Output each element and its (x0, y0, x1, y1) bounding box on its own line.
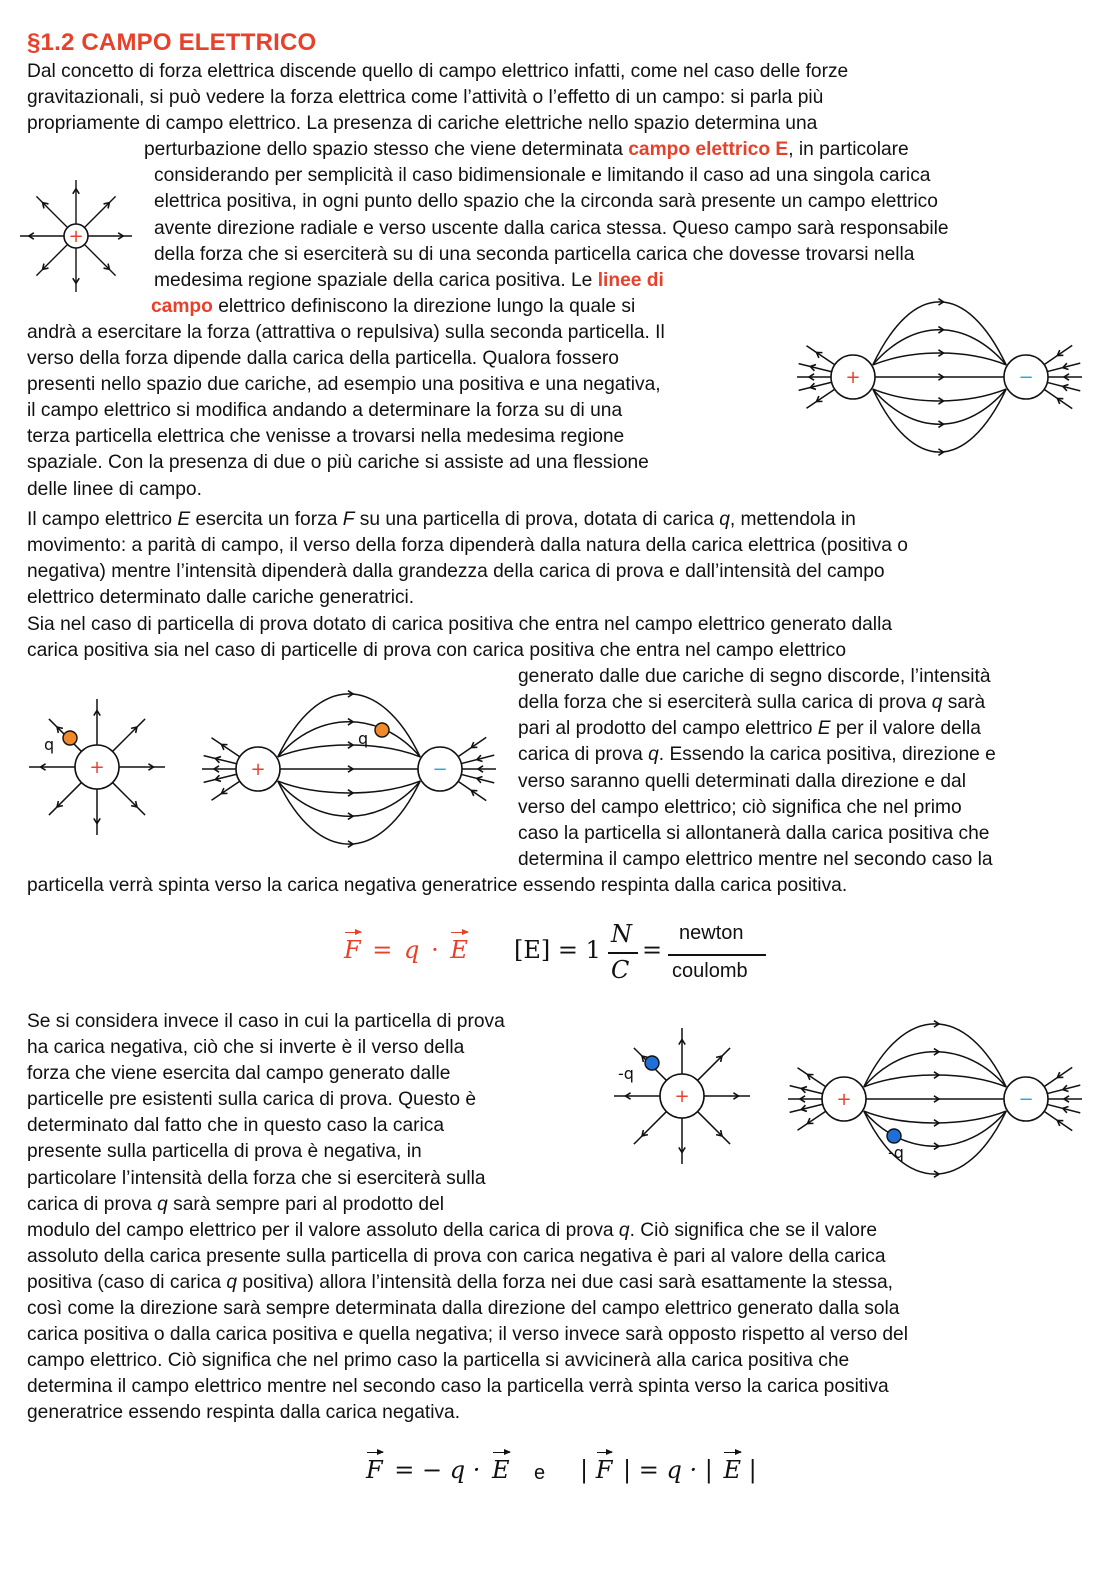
text-span: , in particolare (788, 139, 909, 161)
text-line (27, 507, 1087, 533)
abs-bar: | (580, 1456, 589, 1484)
text-line: terza particella elettrica che venisse a trovarsi nella medesima regione (27, 426, 625, 448)
text-line: della forza che si eserciterà su di una seconda particella carica che dovesse trovarsi nella (154, 243, 915, 265)
equation-unit (514, 936, 601, 964)
field-line (873, 389, 1006, 424)
text-line: presenti nello spazio due cariche, ad esempio una positiva e una negativa, (27, 374, 661, 396)
plus-sign: + (845, 367, 861, 388)
symbol-q: q (648, 744, 659, 766)
plus-sign: + (674, 1086, 690, 1107)
field-line (113, 783, 146, 816)
denominator-coulomb: coulomb (672, 960, 748, 982)
text-span: positiva (caso di carica (27, 1271, 227, 1293)
field-line (798, 1111, 826, 1130)
test-charge-label: -q (618, 1064, 634, 1083)
text-span: Il campo elettrico (27, 509, 178, 530)
vector-F: F (344, 936, 361, 964)
text-line: propriamente di campo elettrico. La presenza di cariche elettriche nello spazio determina una (27, 113, 818, 135)
text-line: delle linee di campo. (27, 478, 202, 500)
figure-positive-charge-radial (18, 178, 138, 298)
fraction-bar (608, 952, 638, 954)
text-span: pari al prodotto del campo elettrico (518, 718, 818, 740)
text-span: esercita un forza (190, 509, 343, 530)
text-span: modulo del campo elettrico per il valore assoluto della carica di prova (27, 1219, 619, 1241)
text-line: forza che viene esercita dal campo generato dalle (27, 1063, 451, 1085)
symbol-q: q (157, 1193, 168, 1215)
abs-bar: | (748, 1456, 757, 1484)
figure-dipole-test-q (200, 700, 500, 840)
term-campo: campo (151, 295, 213, 317)
plus-sign: + (89, 757, 105, 778)
figure-positive-charge-test-q (22, 694, 172, 844)
numerator-N: N (611, 920, 632, 948)
field-line (36, 244, 67, 275)
field-line (49, 783, 82, 816)
test-charge-label: -q (888, 1143, 904, 1162)
symbol-q: q (931, 692, 943, 714)
text-line: Dal concetto di forza elettrica discende quello di campo elettrico infatti, come nel caso delle forze (27, 61, 849, 82)
equals-sign: = (372, 936, 393, 964)
field-line (84, 196, 115, 227)
test-charge-negative (887, 1129, 901, 1143)
figure-dipole-field (796, 316, 1086, 440)
text-line: assoluto della carica presente sulla particella di prova con carica negativa è pari al valore della carica (27, 1245, 886, 1267)
text-line: movimento: a parità di campo, il verso della forza dipenderà dalla natura della carica elettrica (positiva o (27, 535, 908, 557)
text-span: sarà sempre pari al prodotto del (167, 1193, 445, 1215)
text-line: generatrice essendo respinta dalla carica negativa. (27, 1402, 461, 1424)
field-line (84, 244, 115, 275)
text-line (27, 1218, 1087, 1244)
field-line (113, 719, 146, 752)
text-span: . Essendo la carica positiva, direzione e (658, 744, 996, 766)
symbol-F: F (342, 509, 355, 530)
field-line (698, 1048, 731, 1081)
vector-F: F (595, 1456, 613, 1484)
vector-E: E (723, 1456, 741, 1484)
text-line: elettrico determinato dalle cariche generatrici. (27, 587, 415, 609)
equals-sign (642, 936, 662, 964)
symbol-q: q (618, 1219, 630, 1241)
text-line: spaziale. Con la presenza di due o più cariche si assiste ad una flessione (27, 452, 649, 474)
equals-text: = (642, 936, 663, 964)
test-charge-positive (375, 723, 389, 737)
text-line: verso della forza dipende dalla carica della particella. Qualora fossero (27, 348, 619, 370)
term-campo-elettrico: campo elettrico E (628, 139, 789, 161)
text-line: il campo elettrico si modifica andando a determinare la forza su di una (27, 400, 623, 422)
field-line (864, 1052, 1006, 1087)
text-line: considerando per semplicità il caso bidimensionale e limitando il caso ad una singola carica (154, 165, 931, 187)
paragraph-positive-test (27, 612, 1087, 899)
text-span: della forza che si eserciterà sulla carica di prova (518, 692, 932, 714)
text-line: verso del campo elettrico; ciò significa che nel primo (518, 796, 962, 818)
vector-E: E (450, 936, 468, 964)
test-charge-negative (645, 1056, 659, 1070)
text-line: generato dalle due cariche di segno discorde, l’intensità (518, 666, 991, 688)
paragraph-force (27, 507, 1087, 611)
text-line: particella verrà spinta verso la carica negativa generatrice essendo respinta dalla carica positiva. (27, 874, 848, 896)
field-line (807, 346, 835, 365)
text-span: . Ciò significa che se il valore (629, 1219, 878, 1241)
plus-sign: + (836, 1089, 852, 1110)
text-line: così come la direzione sarà sempre determinata dalla direzione del campo elettrico generato dalla sola (27, 1298, 900, 1320)
field-line (634, 1112, 667, 1145)
plus-sign: + (250, 759, 266, 780)
text-span: perturbazione dello spazio stesso che viene determinata (144, 139, 629, 161)
vector-E: E (492, 1456, 510, 1484)
text-line (27, 742, 1087, 768)
field-line (798, 1068, 826, 1087)
symbol-q: q (404, 936, 420, 964)
minus-sign: − (1018, 367, 1034, 388)
text-line (27, 690, 1087, 716)
text-line: avente direzione radiale e verso uscente dalla carica stessa. Queso campo sarà responsabile (154, 217, 949, 239)
fraction-bar (668, 954, 766, 956)
text-line (27, 1270, 1087, 1296)
symbol-q: q (226, 1271, 238, 1293)
field-line (278, 781, 420, 816)
equation-force-positive (344, 936, 468, 964)
figure-positive-charge-test-negq (608, 1022, 758, 1172)
text-span: , mettendola in (729, 509, 856, 530)
text-line: determina il campo elettrico mentre nel secondo caso la (518, 848, 993, 870)
text-span: su una particella di prova, dotata di carica (354, 509, 720, 530)
numerator-newton: newton (679, 922, 744, 944)
text-span: sarà (942, 692, 986, 714)
fraction-newton-over-coulomb (668, 922, 766, 986)
text-line: carica positiva o dalla carica positiva e quella negativa; il verso invece sarà opposto rispetto al verso del (27, 1324, 908, 1346)
minus-sign: − (432, 759, 448, 780)
text-line: ha carica negativa, ciò che si inverte è il verso della (27, 1037, 465, 1059)
dot-operator: · (431, 936, 439, 964)
text-span: carica di prova (27, 1193, 158, 1215)
text-line: Se si considera invece il caso in cui la particella di prova (27, 1011, 505, 1032)
text-line: verso saranno quelli determinati dalla direzione e dal (518, 770, 966, 792)
symbol-E: E (817, 718, 831, 740)
dimension-E: [E] = 1 (514, 936, 601, 964)
text-line: gravitazionali, si può vedere la forza elettrica come l’attività o l’effetto di un campo: si parla più (27, 87, 824, 109)
equals-minus-q: = − q · (394, 1456, 481, 1484)
vector-F: F (366, 1456, 383, 1484)
text-line (27, 1192, 1087, 1218)
field-line (864, 1111, 1006, 1146)
field-line (698, 1112, 731, 1145)
field-line (873, 330, 1006, 365)
text-span: positiva) allora l’intensità della forza nei due casi sarà esattamente la stessa, (237, 1271, 894, 1293)
equation-force-negative (366, 1456, 510, 1484)
abs-equals-q: | = q · | (623, 1456, 713, 1484)
text-span: medesima regione spaziale della carica positiva. Le (154, 269, 598, 291)
text-span: elettrico definiscono la direzione lungo la quale si (212, 295, 636, 317)
test-charge-positive (63, 731, 77, 745)
term-linee-di: linee di (597, 269, 664, 291)
plus-sign: + (68, 226, 84, 247)
text-line: caso la particella si allontanerà dalla carica positiva che (518, 822, 990, 844)
text-line: negativa) mentre l’intensità dipenderà dalla grandezza della carica di prova e dall’intensità del campo (27, 561, 885, 583)
field-line (36, 196, 67, 227)
field-line (278, 722, 420, 757)
minus-sign: − (1018, 1089, 1034, 1110)
text-line: particolare l’intensità della forza che si eserciterà sulla (27, 1167, 486, 1189)
text-line (27, 268, 1087, 294)
text-line (27, 137, 1087, 163)
text-line: andrà a esercitare la forza (attrattiva o repulsiva) sulla seconda particella. Il (27, 321, 665, 343)
text-line: elettrica positiva, in ogni punto dello spazio che la circonda sarà presente un campo elettrico (154, 191, 938, 213)
text-line: Sia nel caso di particella di prova dotato di carica positiva che entra nel campo elettrico generato dalla (27, 614, 893, 635)
figure-dipole-test-negq (786, 1030, 1082, 1170)
equation-force-magnitude (580, 1456, 757, 1484)
text-line: carica positiva sia nel caso di particelle di prova con carica positiva che entra nel campo elettrico (27, 640, 847, 662)
symbol-q: q (719, 509, 730, 530)
field-line (212, 781, 240, 800)
text-span: carica di prova (518, 744, 649, 766)
text-line: determinato dal fatto che in questo caso la carica (27, 1115, 445, 1137)
field-line (807, 389, 835, 408)
field-line (212, 738, 240, 757)
text-line: presente sulla particella di prova è negativa, in (27, 1141, 422, 1163)
conjunction-e: e (534, 1462, 546, 1484)
text-line: determina il campo elettrico mentre nel secondo caso la particella verrà spinta verso la carica positiva (27, 1376, 889, 1398)
test-charge-label: q (44, 735, 55, 754)
text-line: particelle pre esistenti sulla carica di prova. Questo è (27, 1089, 476, 1111)
text-span: per il valore della (830, 718, 981, 740)
test-charge-label: q (358, 729, 369, 748)
symbol-E: E (177, 509, 191, 530)
fraction-N-over-C (608, 920, 638, 984)
section-title: §1.2 CAMPO ELETTRICO (27, 29, 317, 56)
denominator-C: C (611, 956, 630, 984)
text-line (27, 716, 1087, 742)
text-line: campo elettrico. Ciò significa che nel primo caso la particella si avvicinerà alla carica positiva che (27, 1350, 850, 1372)
